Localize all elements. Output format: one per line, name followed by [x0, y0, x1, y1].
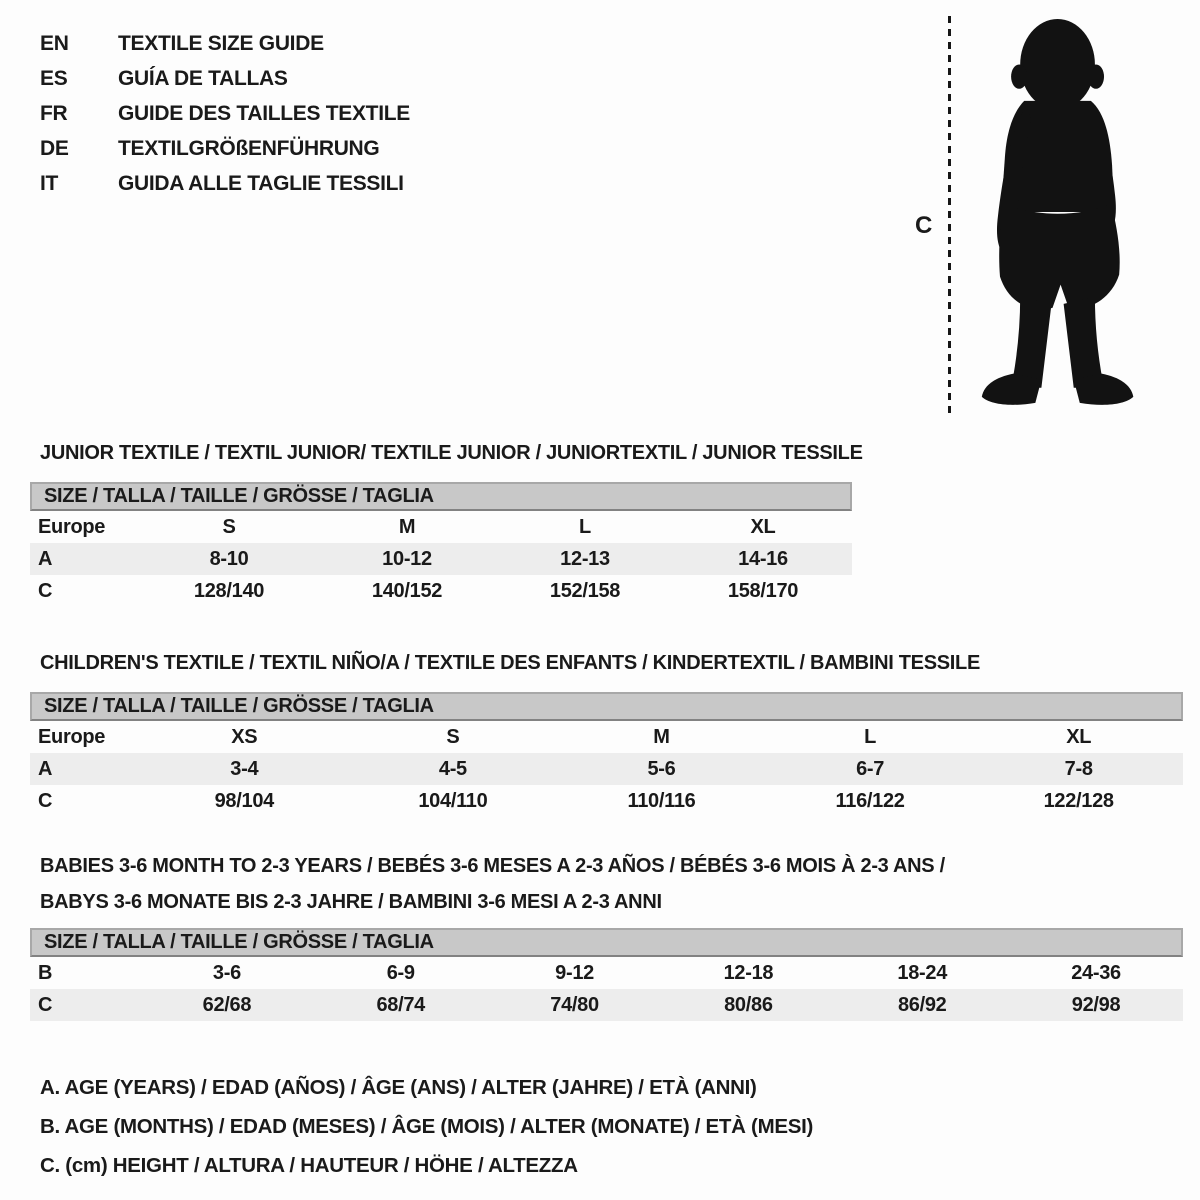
- table-row: [30, 543, 852, 575]
- guide-title: GUÍA DE TALLAS: [118, 67, 288, 90]
- guide-title: TEXTILE SIZE GUIDE: [118, 32, 324, 55]
- size-value: 62/68: [202, 993, 252, 1016]
- size-value: S: [222, 515, 236, 538]
- row-label: B: [38, 961, 53, 984]
- footnotes-block: [40, 1068, 813, 1185]
- language-code: EN: [40, 32, 69, 55]
- section-title-line: JUNIOR TEXTILE / TEXTIL JUNIOR/ TEXTILE JUNIOR / JUNIORTEXTIL / JUNIOR TESSILE: [40, 442, 863, 464]
- footnote-b: B. AGE (MONTHS) / EDAD (MESES) / ÂGE (MOIS) / ALTER (MONATE) / ETÀ (MESI): [40, 1115, 814, 1138]
- size-table: [30, 957, 1183, 1021]
- size-value: 12-13: [560, 547, 610, 570]
- table-row: [30, 721, 1183, 753]
- guide-title: GUIDE DES TAILLES TEXTILE: [118, 102, 410, 125]
- size-value: L: [864, 725, 877, 748]
- size-header: SIZE / TALLA / TAILLE / GRÖSSE / TAGLIA: [30, 928, 1183, 957]
- language-code: ES: [40, 67, 68, 90]
- section-title: [40, 645, 1183, 681]
- size-value: 68/74: [376, 993, 426, 1016]
- table-row: [30, 753, 1183, 785]
- section-junior-textile: [30, 435, 863, 607]
- language-row: [40, 61, 410, 96]
- size-value: 6-9: [386, 961, 415, 984]
- size-value: XL: [1066, 725, 1092, 748]
- row-label: Europe: [38, 515, 106, 538]
- size-table: [30, 721, 1183, 817]
- row-label: C: [38, 579, 53, 602]
- size-value: 24-36: [1071, 961, 1121, 984]
- language-code: DE: [40, 137, 69, 160]
- size-value: 98/104: [214, 789, 274, 812]
- guide-title: GUIDA ALLE TAGLIE TESSILI: [118, 172, 404, 195]
- size-value: 3-6: [212, 961, 241, 984]
- size-value: 104/110: [418, 789, 488, 812]
- table-row: [30, 785, 1183, 817]
- size-value: 80/86: [724, 993, 773, 1016]
- footnote-c: C. (cm) HEIGHT / ALTURA / HAUTEUR / HÖHE / ALTEZZA: [40, 1154, 578, 1177]
- guide-title: TEXTILGRÖßENFÜHRUNG: [118, 137, 380, 160]
- table-row: [30, 989, 1183, 1021]
- size-value: 152/158: [549, 579, 621, 602]
- size-value: L: [579, 515, 591, 538]
- language-row: [40, 166, 410, 201]
- table-row: [30, 575, 852, 607]
- row-label: A: [38, 757, 53, 780]
- size-value: 122/128: [1043, 789, 1114, 812]
- size-value: 6-7: [856, 757, 885, 780]
- size-value: 7-8: [1064, 757, 1093, 780]
- language-code: IT: [40, 172, 59, 195]
- table-row: [30, 511, 852, 543]
- toddler-silhouette-icon: [963, 14, 1141, 418]
- size-value: 5-6: [647, 757, 676, 780]
- size-value: S: [446, 725, 460, 748]
- size-value: 14-16: [738, 547, 788, 570]
- size-value: M: [653, 725, 670, 748]
- height-measure-dashed-line: [948, 16, 951, 416]
- size-value: 12-18: [723, 961, 774, 984]
- language-code: FR: [40, 102, 68, 125]
- section-title: [40, 435, 863, 471]
- section-title-line: CHILDREN'S TEXTILE / TEXTIL NIÑO/A / TEXTILE DES ENFANTS / KINDERTEXTIL / BAMBINI TESSILE: [40, 652, 980, 674]
- size-value: 92/98: [1071, 993, 1121, 1016]
- height-measure-label: C: [915, 212, 933, 239]
- language-row: [40, 96, 410, 131]
- size-value: 128/140: [193, 579, 265, 602]
- language-row: [40, 131, 410, 166]
- section-babies-textile: [30, 848, 1183, 1021]
- size-value: 158/170: [727, 579, 799, 602]
- section-title: [40, 848, 1183, 920]
- size-table: [30, 511, 852, 607]
- size-value: 74/80: [550, 993, 599, 1016]
- row-label: Europe: [38, 725, 106, 748]
- language-row: [40, 26, 410, 61]
- size-value: 116/122: [835, 789, 905, 812]
- section-title-line: BABYS 3-6 MONATE BIS 2-3 JAHRE / BAMBINI 3-6 MESI A 2-3 ANNI: [40, 891, 662, 913]
- size-value: XL: [750, 515, 776, 538]
- size-header: SIZE / TALLA / TAILLE / GRÖSSE / TAGLIA: [30, 692, 1183, 721]
- row-label: C: [38, 789, 53, 812]
- section-childrens-textile: [30, 645, 1183, 817]
- size-value: XS: [231, 725, 258, 748]
- size-value: 140/152: [371, 579, 443, 602]
- row-label: A: [38, 547, 53, 570]
- size-value: 110/116: [627, 789, 696, 812]
- size-value: 86/92: [897, 993, 947, 1016]
- table-row: [30, 957, 1183, 989]
- language-title-block: [40, 26, 410, 201]
- size-value: 10-12: [382, 547, 432, 570]
- size-value: 3-4: [230, 757, 259, 780]
- size-header: SIZE / TALLA / TAILLE / GRÖSSE / TAGLIA: [30, 482, 852, 511]
- row-label: C: [38, 993, 53, 1016]
- size-value: 4-5: [438, 757, 467, 780]
- section-title-line: BABIES 3-6 MONTH TO 2-3 YEARS / BEBÉS 3-6 MESES A 2-3 AÑOS / BÉBÉS 3-6 MOIS À 2-3 ANS /: [40, 855, 945, 877]
- footnote-a: A. AGE (YEARS) / EDAD (AÑOS) / ÂGE (ANS) / ALTER (JAHRE) / ETÀ (ANNI): [40, 1076, 757, 1099]
- size-value: 18-24: [897, 961, 948, 984]
- size-value: 9-12: [555, 961, 594, 984]
- size-value: 8-10: [209, 547, 249, 570]
- size-value: M: [398, 515, 416, 538]
